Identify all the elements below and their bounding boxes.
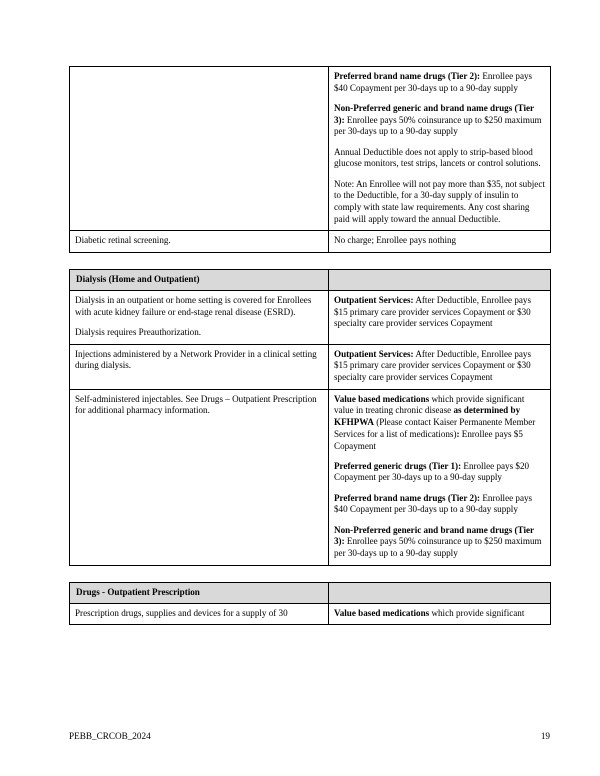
cell-benefit-description [70, 67, 329, 231]
text-run-bold: Outpatient Services: [334, 294, 414, 305]
text-run-bold: Preferred brand name drugs (Tier 2): [334, 492, 481, 503]
text-run-bold: Value based medications [334, 607, 430, 618]
text-run: which provide significant value in treating chronic disease [334, 393, 525, 416]
drugs-outpatient-prescription-table [69, 582, 551, 625]
cell-benefit-description [70, 231, 329, 253]
table-row [70, 344, 551, 389]
cell-paragraph [75, 608, 323, 620]
table-body [70, 290, 551, 565]
text-run: Enrollee pays 50% coinsurance up to $250 maximum per 30-days up to a 90-day supply [334, 114, 542, 137]
table-header-row [70, 582, 551, 603]
cell-paragraph [334, 103, 545, 138]
cell-paragraph [334, 179, 545, 226]
cell-paragraph [334, 295, 545, 330]
footer-document-id: PEBB_CRCOB_2024 [69, 731, 151, 741]
text-run: Enrollee pays $40 Copayment per 30-days up to a 90-day supply [334, 71, 533, 93]
cell-coverage-details [329, 231, 551, 253]
cell-paragraph [334, 493, 545, 516]
dialysis-table [69, 269, 551, 566]
text-run: Annual Deductible does not apply to strip-based blood glucose monitors, test strips, lancets or control solutions. [334, 146, 541, 169]
cell-paragraph [334, 461, 545, 484]
header-cell-label: Dialysis (Home and Outpatient) [70, 270, 329, 291]
text-run: Dialysis in an outpatient or home setting is covered for Enrollees with acute kidney failure or end-stage renal disease (ESRD). [75, 294, 312, 317]
table-spacer [69, 253, 550, 269]
page-content [69, 66, 550, 625]
table-body [70, 603, 551, 625]
cell-paragraph [334, 147, 545, 170]
text-run: Self-administered injectables. See Drugs – Outpatient Prescription for additional pharmacy information. [75, 393, 317, 416]
text-run-bold: Non-Preferred generic and brand name drugs (Tier 3): [334, 524, 534, 547]
text-run: After Deductible, Enrollee pays $15 primary care provider services Copayment or $30 specialty care provider services Copayment [334, 348, 531, 382]
cell-coverage-details [329, 389, 551, 565]
cell-coverage-details [329, 603, 551, 625]
cell-paragraph [75, 235, 323, 247]
cell-paragraph [75, 349, 323, 372]
cell-paragraph [75, 394, 323, 417]
table-row [70, 67, 551, 231]
text-run: Injections administered by a Network Provider in a clinical setting during dialysis. [75, 348, 317, 371]
cell-coverage-details [329, 290, 551, 344]
text-run: Enrollee pays $20 Copayment per 30-days up to a 90-day supply [334, 460, 530, 483]
text-run-bold: Non-Preferred generic and brand name drugs (Tier 3): [334, 102, 534, 125]
text-run: Enrollee pays $5 Copayment [334, 428, 523, 451]
header-cell-value [329, 270, 551, 291]
cell-paragraph [334, 608, 545, 620]
cell-benefit-description [70, 389, 329, 565]
table-row [70, 603, 551, 625]
cell-paragraph [334, 235, 545, 247]
table-row [70, 231, 551, 253]
text-run-bold: Outpatient Services: [334, 348, 414, 359]
header-cell-label: Drugs - Outpatient Prescription [70, 582, 329, 603]
cell-benefit-description [70, 290, 329, 344]
text-run-bold: as determined by KFHPWA [334, 405, 521, 428]
text-run: No charge; Enrollee pays nothing [334, 235, 457, 246]
page-footer [69, 731, 550, 741]
text-run: Prescription drugs, supplies and devices for a supply of 30 [75, 607, 288, 618]
cell-paragraph [334, 394, 545, 453]
cell-paragraph [334, 525, 545, 560]
cell-benefit-description [70, 603, 329, 625]
text-run: (Please contact Kaiser Permanente Member Services for a list of medications) [334, 417, 536, 439]
cell-benefit-description [70, 344, 329, 389]
cell-paragraph [75, 295, 323, 318]
text-run: which provide significant [429, 607, 525, 618]
table-header [70, 582, 551, 603]
text-run: Enrollee pays $40 Copayment per 30-days up to a 90-day supply [334, 492, 533, 515]
header-cell-value [329, 582, 551, 603]
table-header [70, 270, 551, 291]
text-run-bold: Preferred brand name drugs (Tier 2): [334, 71, 481, 81]
table-row [70, 389, 551, 565]
table-header-row [70, 270, 551, 291]
table-spacer [69, 566, 550, 582]
cell-paragraph [75, 327, 323, 339]
table-body [70, 67, 551, 253]
diabetic-supplies-table [69, 66, 551, 253]
cell-paragraph [334, 71, 545, 94]
cell-coverage-details [329, 344, 551, 389]
cell-coverage-details [329, 67, 551, 231]
text-run: Enrollee pays 50% coinsurance up to $250 maximum per 30-days up to a 90-day supply [334, 536, 542, 559]
footer-page-number: 19 [540, 731, 550, 741]
table-row [70, 290, 551, 344]
cell-paragraph [334, 349, 545, 384]
text-run: Dialysis requires Preauthorization. [75, 326, 202, 337]
text-run-bold: Preferred generic drugs (Tier 1): [334, 460, 462, 471]
text-run-bold: : [456, 428, 460, 439]
text-run: Diabetic retinal screening. [75, 235, 171, 246]
text-run-bold: Value based medications [334, 393, 430, 404]
text-run: After Deductible, Enrollee pays $15 primary care provider services Copayment or $30 specialty care provider services Copayment [334, 294, 531, 329]
text-run: Note: An Enrollee will not pay more than $35, not subject to the Deductible, for a 30-day supply of insulin to comply with state law requirements. Any cost sharing paid will apply toward the annual Deductible. [334, 178, 545, 224]
